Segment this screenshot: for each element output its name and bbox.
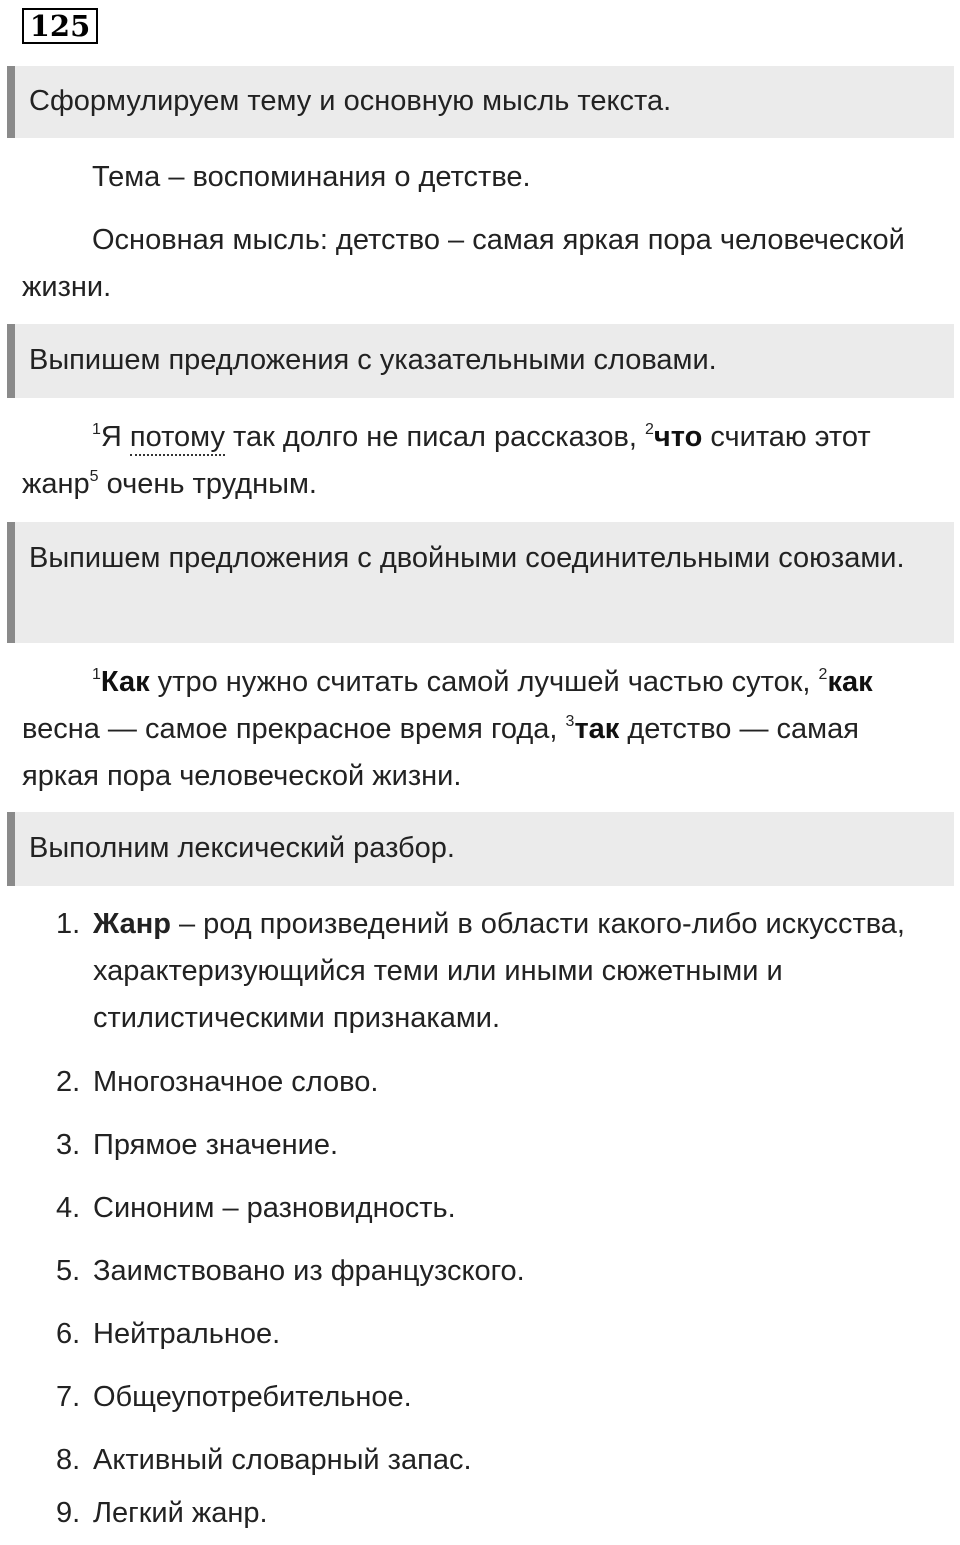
item-number: 4.: [56, 1192, 81, 1224]
word-index: 2: [818, 666, 828, 683]
task-heading-demonstrative: Выпишем предложения с указательными словами.: [7, 324, 954, 398]
sentence-text: Я: [100, 421, 130, 453]
sentence-text: так долго не писал рассказов,: [224, 421, 646, 453]
item-number: 1.: [56, 908, 81, 940]
demonstrative-sentence: [22, 414, 942, 508]
task-heading-double-conjunctions: Выпишем предложения с двойными соединительными союзами.: [7, 522, 954, 643]
item-text: Многозначное слово.: [93, 1066, 379, 1098]
item-number: 8.: [56, 1444, 81, 1476]
sentence-text: очень трудным.: [98, 468, 317, 500]
sentence-text: детство — самая яркая пора человеческой жизни.: [22, 713, 859, 792]
item-text: Активный словарный запас.: [93, 1444, 472, 1476]
task-heading-lexical: Выполним лексический разбор.: [7, 812, 954, 886]
item-text: Заимствовано из французского.: [93, 1255, 525, 1287]
item-number: 7.: [56, 1381, 81, 1413]
lexical-item: [56, 1122, 926, 1169]
item-text: Общеупотребительное.: [93, 1381, 412, 1413]
item-text: Синоним – разновидность.: [93, 1192, 456, 1224]
word-index: 3: [565, 713, 575, 730]
word-index: 2: [645, 421, 654, 438]
sentence-text: весна — самое прекрасное время года,: [22, 713, 566, 745]
conjunction: как: [827, 666, 873, 698]
double-conjunction-sentence: [22, 659, 942, 800]
lexical-item: [56, 901, 926, 1042]
theme-text: Тема – воспоминания о детстве.: [92, 161, 531, 193]
word-index: 1: [92, 666, 101, 683]
item-number: 2.: [56, 1066, 81, 1098]
lexical-item: [56, 1374, 926, 1421]
lexical-item: [56, 1248, 926, 1295]
item-text: Прямое значение.: [93, 1129, 339, 1161]
lexical-item: [56, 1311, 926, 1358]
exercise-number: 125: [22, 8, 98, 44]
demonstrative-word: потому: [130, 421, 225, 456]
lexical-item: [56, 1490, 926, 1537]
word-index: 1: [92, 421, 101, 438]
definition: – род произведений в области какого-либо искусства, характеризующийся теми или иными сюжетными и стилистическими признаками.: [93, 908, 905, 1034]
conjunction: так: [574, 713, 620, 745]
item-text: Легкий жанр.: [93, 1497, 268, 1529]
lexical-item: [56, 1185, 926, 1232]
item-number: 3.: [56, 1129, 81, 1161]
sentence-text: утро нужно считать самой лучшей частью суток,: [149, 666, 819, 698]
task-heading-theme: Сформулируем тему и основную мысль текста.: [7, 66, 954, 138]
item-text: Нейтральное.: [93, 1318, 281, 1350]
item-text: [93, 901, 926, 1042]
main-idea-text: Основная мысль: детство – самая яркая пора человеческой жизни.: [22, 224, 905, 303]
item-number: 6.: [56, 1318, 81, 1350]
lexical-item: [56, 1437, 926, 1484]
word-index: 5: [89, 468, 99, 485]
conjunction: что: [653, 421, 703, 453]
item-number: 5.: [56, 1255, 81, 1287]
term: Жанр: [93, 908, 171, 940]
sentence-text: считаю этот жанр: [22, 421, 871, 500]
conjunction: Как: [100, 666, 150, 698]
item-number: 9.: [56, 1497, 81, 1529]
lexical-item: [56, 1059, 926, 1106]
